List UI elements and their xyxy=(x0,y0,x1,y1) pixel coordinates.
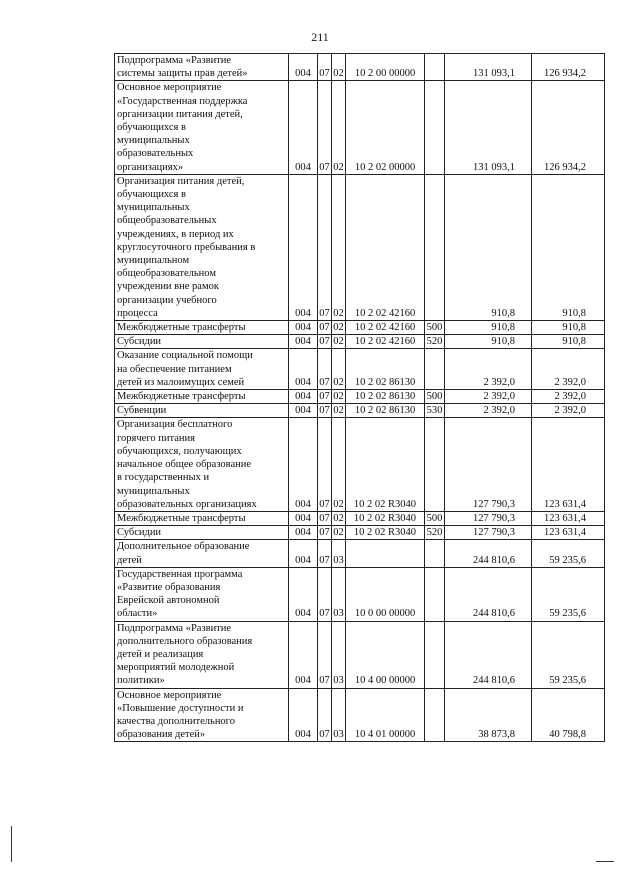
expense-type-cell: 520 xyxy=(425,335,445,349)
target-article-cell xyxy=(346,540,425,567)
row-name-cell: Субсидии xyxy=(115,526,289,540)
expense-type-cell xyxy=(425,418,445,511)
target-article-cell: 10 2 02 R3040 xyxy=(346,418,425,511)
row-name-cell: Межбюджетные трансферты xyxy=(115,390,289,404)
grbs-cell: 004 xyxy=(289,54,318,81)
amount-2022-cell: 910,8 xyxy=(532,321,605,335)
table-row xyxy=(115,540,605,567)
row-name-cell: Организация бесплатного горячего питания обучающихся, получающих начальное общее образование в государственных и муниципальных образовательных организациях xyxy=(115,418,289,511)
grbs-cell: 004 xyxy=(289,540,318,567)
amount-2022-cell: 2 392,0 xyxy=(532,404,605,418)
subsection-cell: 03 xyxy=(332,688,346,742)
amount-2022-cell: 910,8 xyxy=(532,174,605,320)
row-name-cell: Субвенции xyxy=(115,404,289,418)
row-name-cell: Межбюджетные трансферты xyxy=(115,511,289,525)
section-cell: 07 xyxy=(318,621,332,688)
amount-2021-cell: 2 392,0 xyxy=(445,349,532,390)
section-cell: 07 xyxy=(318,540,332,567)
expense-type-cell: 500 xyxy=(425,321,445,335)
table-row xyxy=(115,321,605,335)
section-cell: 07 xyxy=(318,688,332,742)
section-cell: 07 xyxy=(319,391,330,403)
table-row xyxy=(115,688,605,742)
grbs-cell: 004 xyxy=(289,688,318,742)
grbs-cell: 004 xyxy=(289,81,318,174)
grbs-cell: 004 xyxy=(289,567,318,621)
amount-2021-cell: 38 873,8 xyxy=(445,688,532,742)
amount-2022-cell: 59 235,6 xyxy=(532,567,605,621)
section-cell: 07 xyxy=(319,527,330,539)
grbs-cell: 004 xyxy=(289,390,318,404)
grbs-cell: 004 xyxy=(289,404,318,418)
amount-2021-cell: 244 810,6 xyxy=(445,567,532,621)
amount-2022-cell: 2 392,0 xyxy=(532,349,605,390)
amount-2022-cell: 123 631,4 xyxy=(532,526,605,540)
table-row xyxy=(115,418,605,511)
subsection-cell: 02 xyxy=(333,512,344,524)
section-cell: 07 xyxy=(318,174,332,320)
row-name-cell: Субсидии xyxy=(115,335,289,349)
amount-2022-cell: 910,8 xyxy=(532,335,605,349)
target-article-cell: 10 2 02 42160 xyxy=(346,321,425,335)
expense-type-cell xyxy=(425,54,445,81)
amount-2021-cell: 244 810,6 xyxy=(445,540,532,567)
section-cell: 07 xyxy=(318,54,332,81)
amount-2022-cell: 126 934,2 xyxy=(532,81,605,174)
margin-mark xyxy=(11,826,12,862)
amount-2022-cell: 2 392,0 xyxy=(532,390,605,404)
table-row xyxy=(115,526,605,540)
target-article-cell: 10 2 02 42160 xyxy=(346,174,425,320)
grbs-cell: 004 xyxy=(289,511,318,525)
section-cell: 07 xyxy=(319,336,330,348)
subsection-cell: 02 xyxy=(332,418,346,511)
subsection-cell: 02 xyxy=(333,336,344,348)
table-row xyxy=(115,621,605,688)
subsection-cell: 03 xyxy=(332,621,346,688)
grbs-cell: 004 xyxy=(289,418,318,511)
budget-table xyxy=(114,53,605,742)
expense-type-cell xyxy=(425,567,445,621)
grbs-cell: 004 xyxy=(289,321,318,335)
section-cell: 07 xyxy=(319,405,330,417)
amount-2021-cell: 2 392,0 xyxy=(445,404,532,418)
subsection-cell: 02 xyxy=(332,54,346,81)
target-article-cell: 10 2 02 86130 xyxy=(346,349,425,390)
table-row xyxy=(115,335,605,349)
table-row xyxy=(115,174,605,320)
grbs-cell: 004 xyxy=(289,621,318,688)
table-row xyxy=(115,404,605,418)
grbs-cell: 004 xyxy=(289,526,318,540)
subsection-cell: 02 xyxy=(332,349,346,390)
table-row xyxy=(115,54,605,81)
section-cell: 07 xyxy=(319,512,330,524)
section-cell: 07 xyxy=(318,567,332,621)
grbs-cell: 004 xyxy=(289,335,318,349)
amount-2021-cell: 244 810,6 xyxy=(445,621,532,688)
target-article-cell: 10 2 02 R3040 xyxy=(346,526,425,540)
row-name-cell: Подпрограмма «Развитие дополнительного образования детей и реализация мероприятий молодежной политики» xyxy=(115,621,289,688)
expense-type-cell: 530 xyxy=(425,404,445,418)
amount-2021-cell: 127 790,3 xyxy=(445,418,532,511)
target-article-cell: 10 2 02 86130 xyxy=(346,404,425,418)
row-name-cell: Организация питания детей, обучающихся в муниципальных общеобразовательных учреждениях, в период их круглосуточного пребывания в муниципальном общеобразовательном учреждении вне рамок организации учебного процесса xyxy=(115,174,289,320)
target-article-cell: 10 4 01 00000 xyxy=(346,688,425,742)
expense-type-cell: 500 xyxy=(425,390,445,404)
expense-type-cell xyxy=(425,174,445,320)
amount-2021-cell: 131 093,1 xyxy=(445,54,532,81)
section-cell: 07 xyxy=(319,322,330,334)
subsection-cell: 03 xyxy=(332,567,346,621)
amount-2021-cell: 131 093,1 xyxy=(445,81,532,174)
row-name-cell: Подпрограмма «Развитие системы защиты прав детей» xyxy=(115,54,289,81)
amount-2021-cell: 910,8 xyxy=(445,321,532,335)
section-cell: 07 xyxy=(318,81,332,174)
target-article-cell: 10 2 02 42160 xyxy=(346,335,425,349)
row-name-cell: Государственная программа «Развитие образования Еврейской автономной области» xyxy=(115,567,289,621)
subsection-cell: 02 xyxy=(332,81,346,174)
expense-type-cell xyxy=(425,349,445,390)
grbs-cell: 004 xyxy=(289,174,318,320)
section-cell: 07 xyxy=(318,349,332,390)
subsection-cell: 02 xyxy=(333,527,344,539)
amount-2022-cell: 123 631,4 xyxy=(532,418,605,511)
row-name-cell: Основное мероприятие «Повышение доступности и качества дополнительного образования детей» xyxy=(115,688,289,742)
row-name-cell: Оказание социальной помощи на обеспечение питанием детей из малоимущих семей xyxy=(115,349,289,390)
target-article-cell: 10 2 02 00000 xyxy=(346,81,425,174)
expense-type-cell xyxy=(425,81,445,174)
amount-2022-cell: 40 798,8 xyxy=(532,688,605,742)
expense-type-cell: 520 xyxy=(425,526,445,540)
table-row xyxy=(115,390,605,404)
target-article-cell: 10 4 00 00000 xyxy=(346,621,425,688)
amount-2022-cell: 59 235,6 xyxy=(532,621,605,688)
amount-2021-cell: 127 790,3 xyxy=(445,511,532,525)
amount-2022-cell: 59 235,6 xyxy=(532,540,605,567)
subsection-cell: 02 xyxy=(333,391,344,403)
expense-type-cell xyxy=(425,540,445,567)
table-row xyxy=(115,349,605,390)
target-article-cell: 10 2 02 R3040 xyxy=(346,511,425,525)
expense-type-cell xyxy=(425,621,445,688)
target-article-cell: 10 2 02 86130 xyxy=(346,390,425,404)
amount-2021-cell: 910,8 xyxy=(445,335,532,349)
amount-2021-cell: 910,8 xyxy=(445,174,532,320)
footer-dash xyxy=(596,861,614,862)
table-row xyxy=(115,511,605,525)
target-article-cell: 10 0 00 00000 xyxy=(346,567,425,621)
subsection-cell: 02 xyxy=(333,405,344,417)
row-name-cell: Основное мероприятие «Государственная поддержка организации питания детей, обучающихся в муниципальных образовательных организациях» xyxy=(115,81,289,174)
page-number: 211 xyxy=(311,30,329,44)
amount-2022-cell: 123 631,4 xyxy=(532,511,605,525)
table-row xyxy=(115,567,605,621)
target-article-cell: 10 2 00 00000 xyxy=(346,54,425,81)
amount-2022-cell: 126 934,2 xyxy=(532,54,605,81)
amount-2021-cell: 2 392,0 xyxy=(445,390,532,404)
subsection-cell: 02 xyxy=(332,174,346,320)
grbs-cell: 004 xyxy=(289,349,318,390)
row-name-cell: Межбюджетные трансферты xyxy=(115,321,289,335)
section-cell: 07 xyxy=(318,418,332,511)
expense-type-cell: 500 xyxy=(425,511,445,525)
expense-type-cell xyxy=(425,688,445,742)
table-body xyxy=(115,54,605,742)
table-row xyxy=(115,81,605,174)
subsection-cell: 03 xyxy=(332,540,346,567)
amount-2021-cell: 127 790,3 xyxy=(445,526,532,540)
row-name-cell: Дополнительное образование детей xyxy=(115,540,289,567)
subsection-cell: 02 xyxy=(333,322,344,334)
